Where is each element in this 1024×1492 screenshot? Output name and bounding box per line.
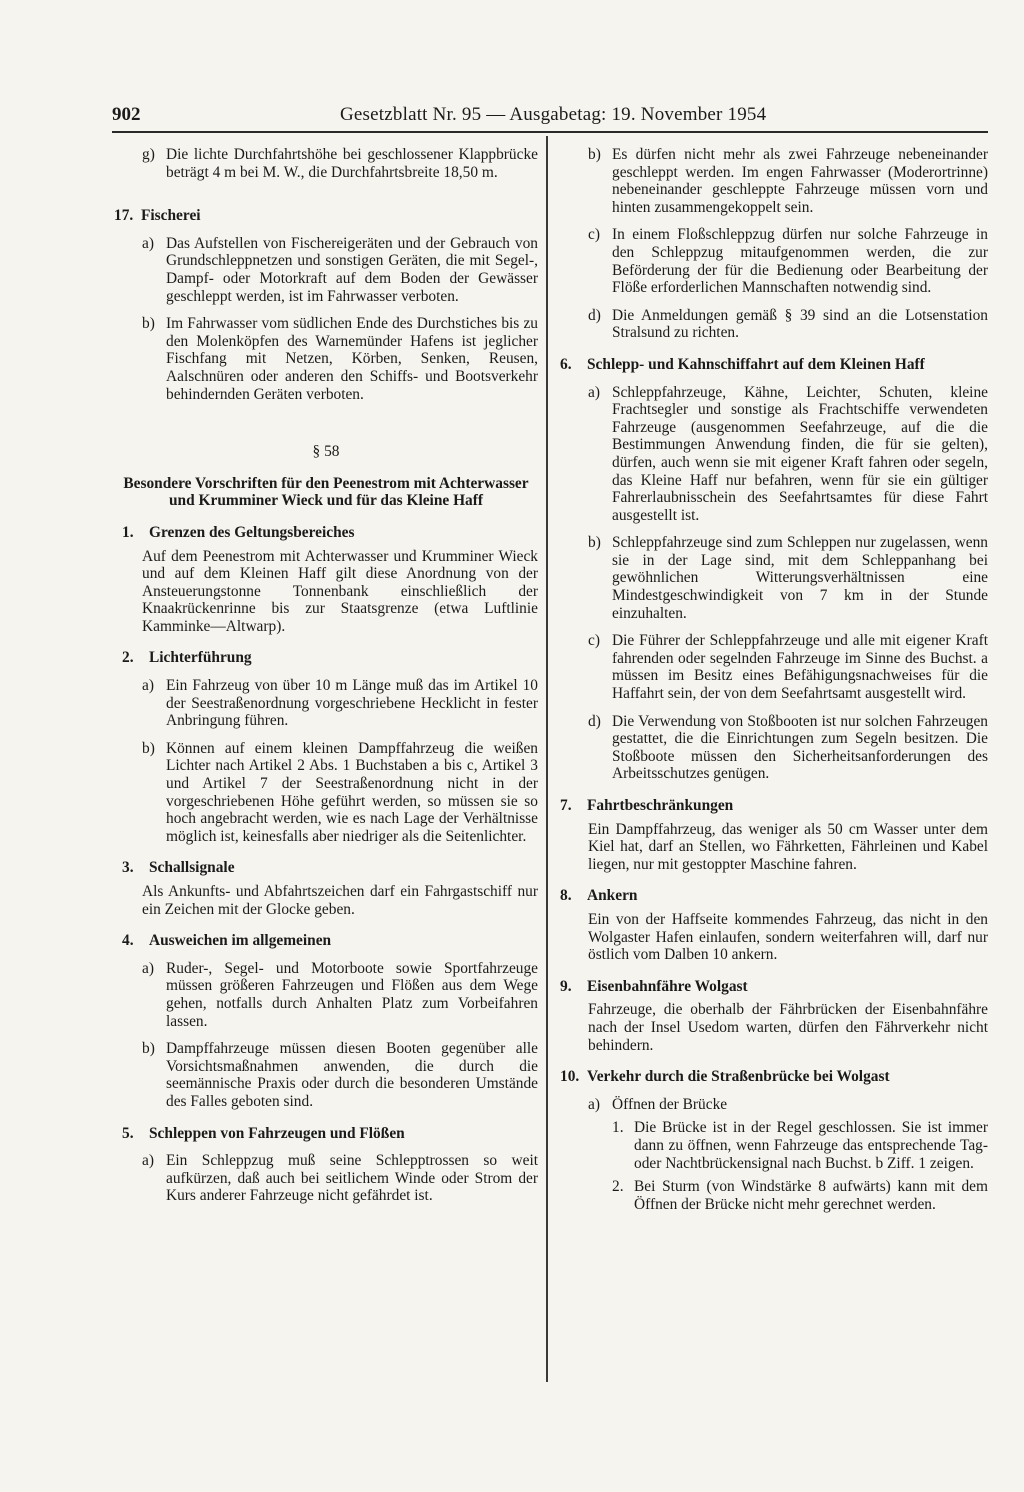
- page-number: 902: [112, 104, 141, 125]
- section-number: 7.: [560, 797, 572, 814]
- section-title: Fahrtbeschränkungen: [587, 797, 734, 814]
- section-title: Ankern: [587, 887, 638, 905]
- item-label: c): [588, 632, 600, 650]
- section-title: Verkehr durch die Straßenbrücke bei Wolgast: [587, 1068, 890, 1086]
- right-column: [560, 146, 988, 1213]
- section-number: 5.: [122, 1124, 134, 1142]
- section-title: Ausweichen im allgemeinen: [149, 932, 332, 950]
- section-2-heading: [114, 649, 538, 667]
- item-2b: [142, 740, 538, 846]
- section-number: 1.: [122, 523, 134, 541]
- item-text: Die Führer der Schleppfahrzeuge und alle mit eigener Kraft fahrenden oder segelnden Fahrzeuge im Sinne des Buchst. a müssen im Besitz eines Befähigungsnachweises für die Haffahrt sein, der von dem Seefahrtsamt ausgestellt wird.: [612, 632, 988, 703]
- item-10a-2: [612, 1178, 988, 1213]
- section-title: Fischerei: [141, 207, 201, 225]
- column-divider: [546, 136, 548, 1382]
- item-label: a): [142, 677, 154, 695]
- item-g: [142, 146, 538, 181]
- section-7-text: Ein Dampffahrzeug, das weniger als 50 cm Wasser unter dem Kiel hat, darf an Stellen, wo Fährketten, Fährleinen und Kabel liegen, nur mit gestoppter Maschine fahren.: [588, 820, 988, 873]
- item-2a: [142, 677, 538, 730]
- item-text: Können auf einem kleinen Dampffahrzeug die weißen Lichter nach Artikel 2 Abs. 1 Buchstaben a bis c, Artikel 3 und Artikel 7 der Seestraßenordnung nicht in der vorgeschriebenen Höhe geführt werden, so müssen sie so hoch angebracht werden, wie es nach Lage der Verhältnisse möglich ist, keinesfalls aber niedriger als die Seitenlichter.: [166, 739, 538, 845]
- item-5a: [142, 1152, 538, 1205]
- item-label: g): [142, 146, 155, 163]
- section-7-heading: [560, 797, 988, 815]
- item-6d: [588, 713, 988, 783]
- item-text: Ein Schleppzug muß seine Schlepptrossen so weit aufkürzen, daß auch bei seitlichem Winde oder Strom der Kurs anderer Fahrzeuge nicht gefährdet ist.: [166, 1152, 538, 1205]
- section-number: 6.: [560, 355, 572, 373]
- item-10a: [588, 1096, 988, 1114]
- item-text: Dampffahrzeuge müssen diesen Booten gegenüber alle Vorsichtsmaßnahmen anwenden, die durch die seemännische Praxis oder durch die besonderen Umstände des Falles geboten sind.: [166, 1040, 538, 1110]
- item-label: d): [588, 306, 601, 324]
- item-label: a): [142, 959, 154, 977]
- item-text: In einem Floßschleppzug dürfen nur solche Fahrzeuge in den Schleppzug mitaufgenommen werden, die zur Beförderung der für die Bedienung oder Bearbeitung der Flöße erforderlichen Mannschaften notwendig sind.: [612, 226, 988, 297]
- section-title: Schlepp- und Kahnschiffahrt auf dem Kleinen Haff: [587, 355, 925, 373]
- section-3-heading: [114, 859, 538, 877]
- item-4b: [142, 1040, 538, 1110]
- item-label: c): [588, 226, 600, 244]
- section-5-heading: [114, 1125, 538, 1143]
- section-10-heading: [560, 1068, 988, 1086]
- page-header-title: Gesetzblatt Nr. 95 — Ausgabetag: 19. November 1954: [340, 104, 767, 125]
- item-5d: [588, 307, 988, 342]
- item-text: Im Fahrwasser vom südlichen Ende des Durchstiches bis zu den Molenköpfen des Warnemünder Hafens ist jeglicher Fischfang mit Netzen, Körben, Senken, Reusen, Aalschnüren oder anderen den Schiffs- und Bootsverkehr behindernden Geräten verboten.: [166, 315, 538, 403]
- paragraph-heading: Besondere Vorschriften für den Peenestrom mit Achterwasser und Krumminer Wieck und für das Kleine Haff: [123, 474, 529, 510]
- section-8-heading: [560, 887, 988, 905]
- item-text: Die Anmeldungen gemäß § 39 sind an die Lotsenstation Stralsund zu richten.: [612, 306, 988, 342]
- item-label: d): [588, 712, 601, 730]
- item-text: Die lichte Durchfahrtshöhe bei geschlossener Klappbrücke beträgt 4 m bei M. W., die Durchfahrtsbreite 18,50 m.: [166, 146, 538, 181]
- section-17-heading: [114, 207, 538, 225]
- item-label: b): [142, 1040, 155, 1058]
- section-number: 9.: [560, 977, 572, 995]
- item-label: a): [588, 383, 600, 401]
- section-number: 17.: [114, 207, 134, 225]
- item-6c: [588, 632, 988, 702]
- section-number: 2.: [122, 649, 134, 667]
- paragraph-sign: § 58: [312, 443, 340, 461]
- item-10a-1: [612, 1119, 988, 1172]
- section-number: 4.: [122, 932, 134, 950]
- item-label: b): [588, 146, 601, 163]
- item-text: Das Aufstellen von Fischereigeräten und der Gebrauch von Grundschleppnetzen und sonstigen Geräten, die mit Segel-, Dampf- oder Motorkraft auf dem Boden der Gewässer geschleppt werden, ist im Fahrwasser verboten.: [166, 234, 538, 305]
- item-6b: [588, 534, 988, 622]
- item-label: b): [142, 739, 155, 757]
- section-3-text: Als Ankunfts- und Abfahrtszeichen darf ein Fahrgastschiff nur ein Zeichen mit der Glocke geben.: [142, 883, 538, 918]
- section-8-text: Ein von der Haffseite kommendes Fahrzeug, das nicht in den Wolgaster Hafen einlaufen, sondern weiterfahren will, darf nur östlich vom Dalben 10 ankern.: [588, 910, 988, 964]
- item-label: b): [588, 534, 601, 552]
- item-text: Schleppfahrzeuge, Kähne, Leichter, Schuten, kleine Frachtsegler und sonstige als Frachtschiffe verwendeten Fahrzeuge (ausgenommen Seefahrzeuge, auf die die Bestimmungen Anwendung finden, die für sie gelten), dürfen, auch wenn sie mit eigener Kraft fahren oder segeln, das Kleine Haff nur befahren, wenn für sie ein gültiger Fahrerlaubnisschein des Seefahrtsamtes für diese Fahrt ausgestellt ist.: [612, 383, 988, 524]
- section-9-text: Fahrzeuge, die oberhalb der Fährbrücken der Eisenbahnfähre nach der Insel Usedom warten, dürfen den Fährverkehr nicht behindern.: [588, 1001, 988, 1054]
- item-17a: [142, 235, 538, 305]
- section-title: Eisenbahnfähre Wolgast: [587, 977, 748, 995]
- item-label: a): [588, 1095, 600, 1113]
- section-number: 8.: [560, 887, 572, 905]
- item-text: Es dürfen nicht mehr als zwei Fahrzeuge nebeneinander geschleppt werden. Im engen Fahrwasser (Moderortrinne) nebeneinander geschleppte Fahrzeuge müssen vorn und hinten zusammengekoppelt sein.: [612, 146, 988, 216]
- item-text: Die Verwendung von Stoßbooten ist nur solchen Fahrzeugen gestattet, die die Einrichtungen zum Segeln besitzen. Die Stoßboote müssen den Sicherheitsanforderungen des Arbeitsschutzes genügen.: [612, 712, 988, 783]
- header-rule: [112, 131, 988, 133]
- item-label: 1.: [612, 1119, 624, 1137]
- section-9-heading: [560, 978, 988, 996]
- section-title: Grenzen des Geltungsbereiches: [149, 523, 355, 541]
- section-6-heading: [560, 356, 988, 374]
- section-1-text: Auf dem Peenestrom mit Achterwasser und Krumminer Wieck und auf dem Kleinen Haff gilt diese Anordnung von der Ansteuerungstonne Tonnenbank einschließlich der Knaakrückenrinne bis zur Staatsgrenze (etwa Luftlinie Kamminke—Altwarp).: [142, 547, 538, 635]
- item-4a: [142, 960, 538, 1030]
- section-1-heading: [114, 524, 538, 542]
- item-label: b): [142, 315, 155, 333]
- item-17b: [142, 315, 538, 403]
- item-label: a): [142, 234, 154, 252]
- item-label: a): [142, 1152, 154, 1170]
- item-text: Bei Sturm (von Windstärke 8 aufwärts) kann mit dem Öffnen der Brücke nicht mehr gerechnet werden.: [634, 1178, 988, 1213]
- section-title: Schallsignale: [149, 859, 235, 877]
- item-text: Ein Fahrzeug von über 10 m Länge muß das im Artikel 10 der Seestraßenordnung vorgeschriebene Hecklicht in fester Anbringung führen.: [166, 677, 538, 730]
- item-label: 2.: [612, 1178, 624, 1196]
- left-column: [114, 146, 538, 1205]
- section-title: Schleppen von Fahrzeugen und Flößen: [149, 1124, 405, 1142]
- item-text: Die Brücke ist in der Regel geschlossen. Sie ist immer dann zu öffnen, wenn Fahrzeuge das entsprechende Tag- oder Nachtbrückensignal nach Buchst. b Ziff. 1 zeigen.: [634, 1119, 988, 1172]
- item-text: Ruder-, Segel- und Motorboote sowie Sportfahrzeuge müssen größeren Fahrzeugen und Flößen aus dem Wege gehen, notfalls durch Anhalten Platz zum Vorbeifahren lassen.: [166, 959, 538, 1030]
- section-4-heading: [114, 932, 538, 950]
- item-text: Schleppfahrzeuge sind zum Schleppen nur zugelassen, wenn sie in der Lage sind, mit dem Schleppanhang bei gewöhnlichen Witterungsverhältnissen eine Mindestgeschwindigkeit von 7 km in der Stunde einzuhalten.: [612, 534, 988, 622]
- section-number: 3.: [122, 859, 134, 877]
- item-5c: [588, 226, 988, 296]
- item-text: Öffnen der Brücke: [612, 1095, 728, 1113]
- section-title: Lichterführung: [149, 649, 252, 667]
- item-5b: [588, 146, 988, 216]
- section-number: 10.: [560, 1068, 580, 1086]
- item-6a: [588, 384, 988, 525]
